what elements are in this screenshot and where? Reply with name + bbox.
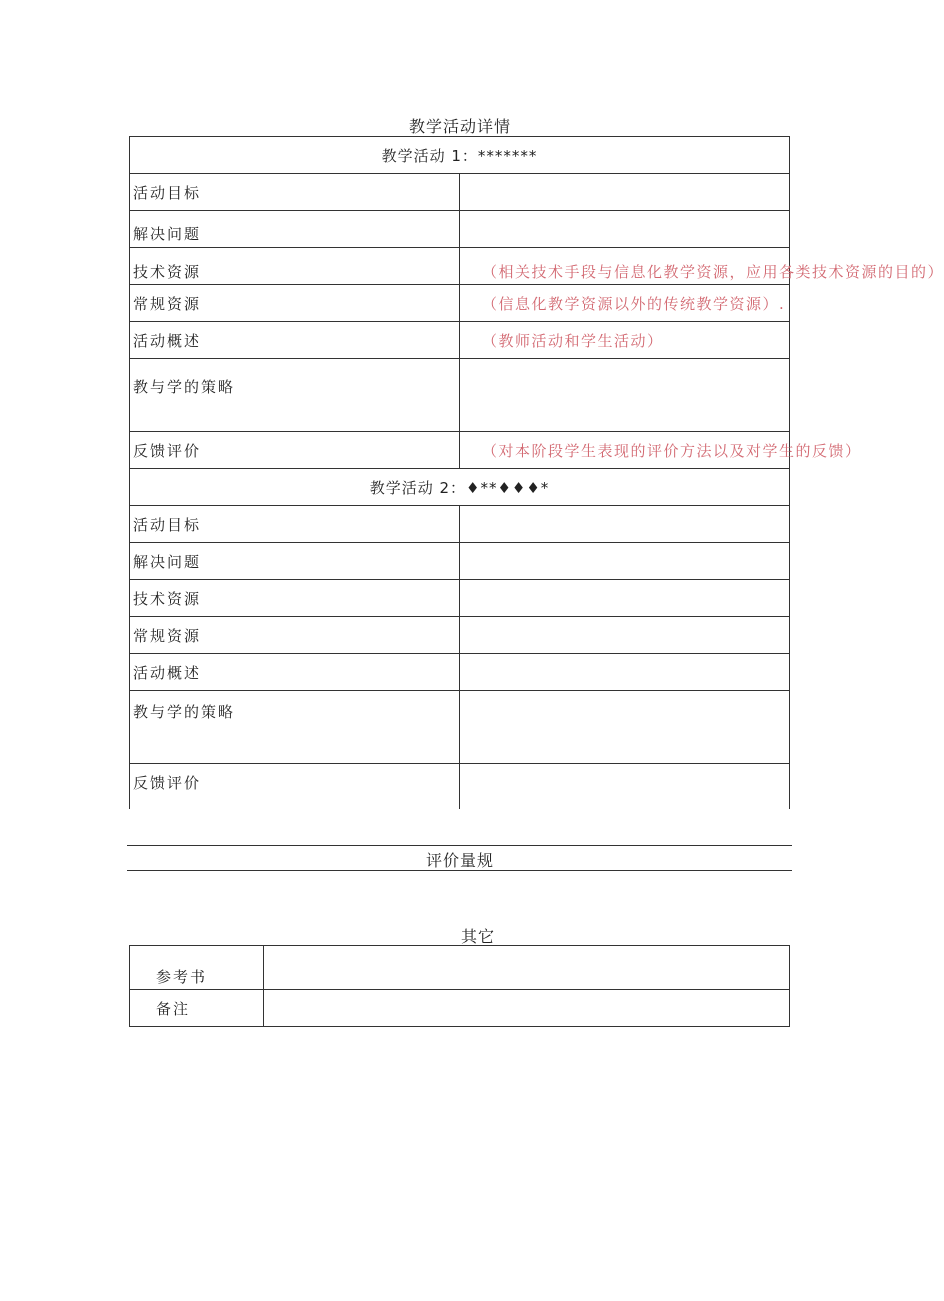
activity1-label-regular-resources: 常规资源 [130, 285, 460, 322]
activity1-value-goal[interactable] [460, 174, 790, 211]
activity1-label-tech-resources: 技术资源 [130, 248, 460, 285]
activity2-value-tech-resources[interactable] [460, 580, 790, 617]
activity2-value-feedback[interactable] [460, 764, 790, 809]
activity2-value-overview[interactable] [460, 654, 790, 691]
activity2-label-goal: 活动目标 [130, 506, 460, 543]
activity2-label-tech-resources: 技术资源 [130, 580, 460, 617]
activity1-value-overview[interactable]: （教师活动和学生活动） [460, 322, 790, 359]
activity1-label-feedback: 反馈评价 [130, 432, 460, 469]
activity2-value-regular-resources[interactable] [460, 617, 790, 654]
rubric-top-rule [127, 845, 792, 846]
activity2-label-overview: 活动概述 [130, 654, 460, 691]
activity2-label-feedback: 反馈评价 [130, 764, 460, 809]
section-title-rubric: 评价量规 [425, 851, 494, 870]
activity1-label-problem: 解决问题 [130, 211, 460, 248]
activity2-header: 教学活动 2：♦**♦♦♦* [130, 469, 790, 506]
activity2-label-strategy: 教与学的策略 [130, 691, 460, 764]
activity1-label-goal: 活动目标 [130, 174, 460, 211]
other-table [129, 945, 790, 1027]
other-label-reference-book: 参考书 [130, 946, 264, 990]
activity1-value-strategy[interactable] [460, 359, 790, 432]
other-label-notes: 备注 [130, 990, 264, 1027]
activity1-value-regular-resources[interactable]: （信息化教学资源以外的传统教学资源）. [460, 285, 790, 322]
section-title-activity-details: 教学活动详情 [408, 117, 511, 136]
activity1-value-feedback[interactable]: （对本阶段学生表现的评价方法以及对学生的反馈） [460, 432, 790, 469]
other-value-notes[interactable] [264, 990, 790, 1027]
activity2-value-problem[interactable] [460, 543, 790, 580]
activity1-value-tech-resources[interactable]: （相关技术手段与信息化教学资源，应用各类技术资源的目的） [460, 248, 790, 285]
activity2-label-problem: 解决问题 [130, 543, 460, 580]
other-value-reference-book[interactable] [264, 946, 790, 990]
activity2-value-goal[interactable] [460, 506, 790, 543]
activity1-label-strategy: 教与学的策略 [130, 359, 460, 432]
rubric-bottom-rule [127, 870, 792, 871]
section-title-other: 其它 [460, 927, 495, 946]
activity2-label-regular-resources: 常规资源 [130, 617, 460, 654]
activity1-header: 教学活动 1：******* [130, 137, 790, 174]
activity1-value-problem[interactable] [460, 211, 790, 248]
activity-details-table [129, 136, 944, 809]
activity1-label-overview: 活动概述 [130, 322, 460, 359]
activity2-value-strategy[interactable] [460, 691, 790, 764]
